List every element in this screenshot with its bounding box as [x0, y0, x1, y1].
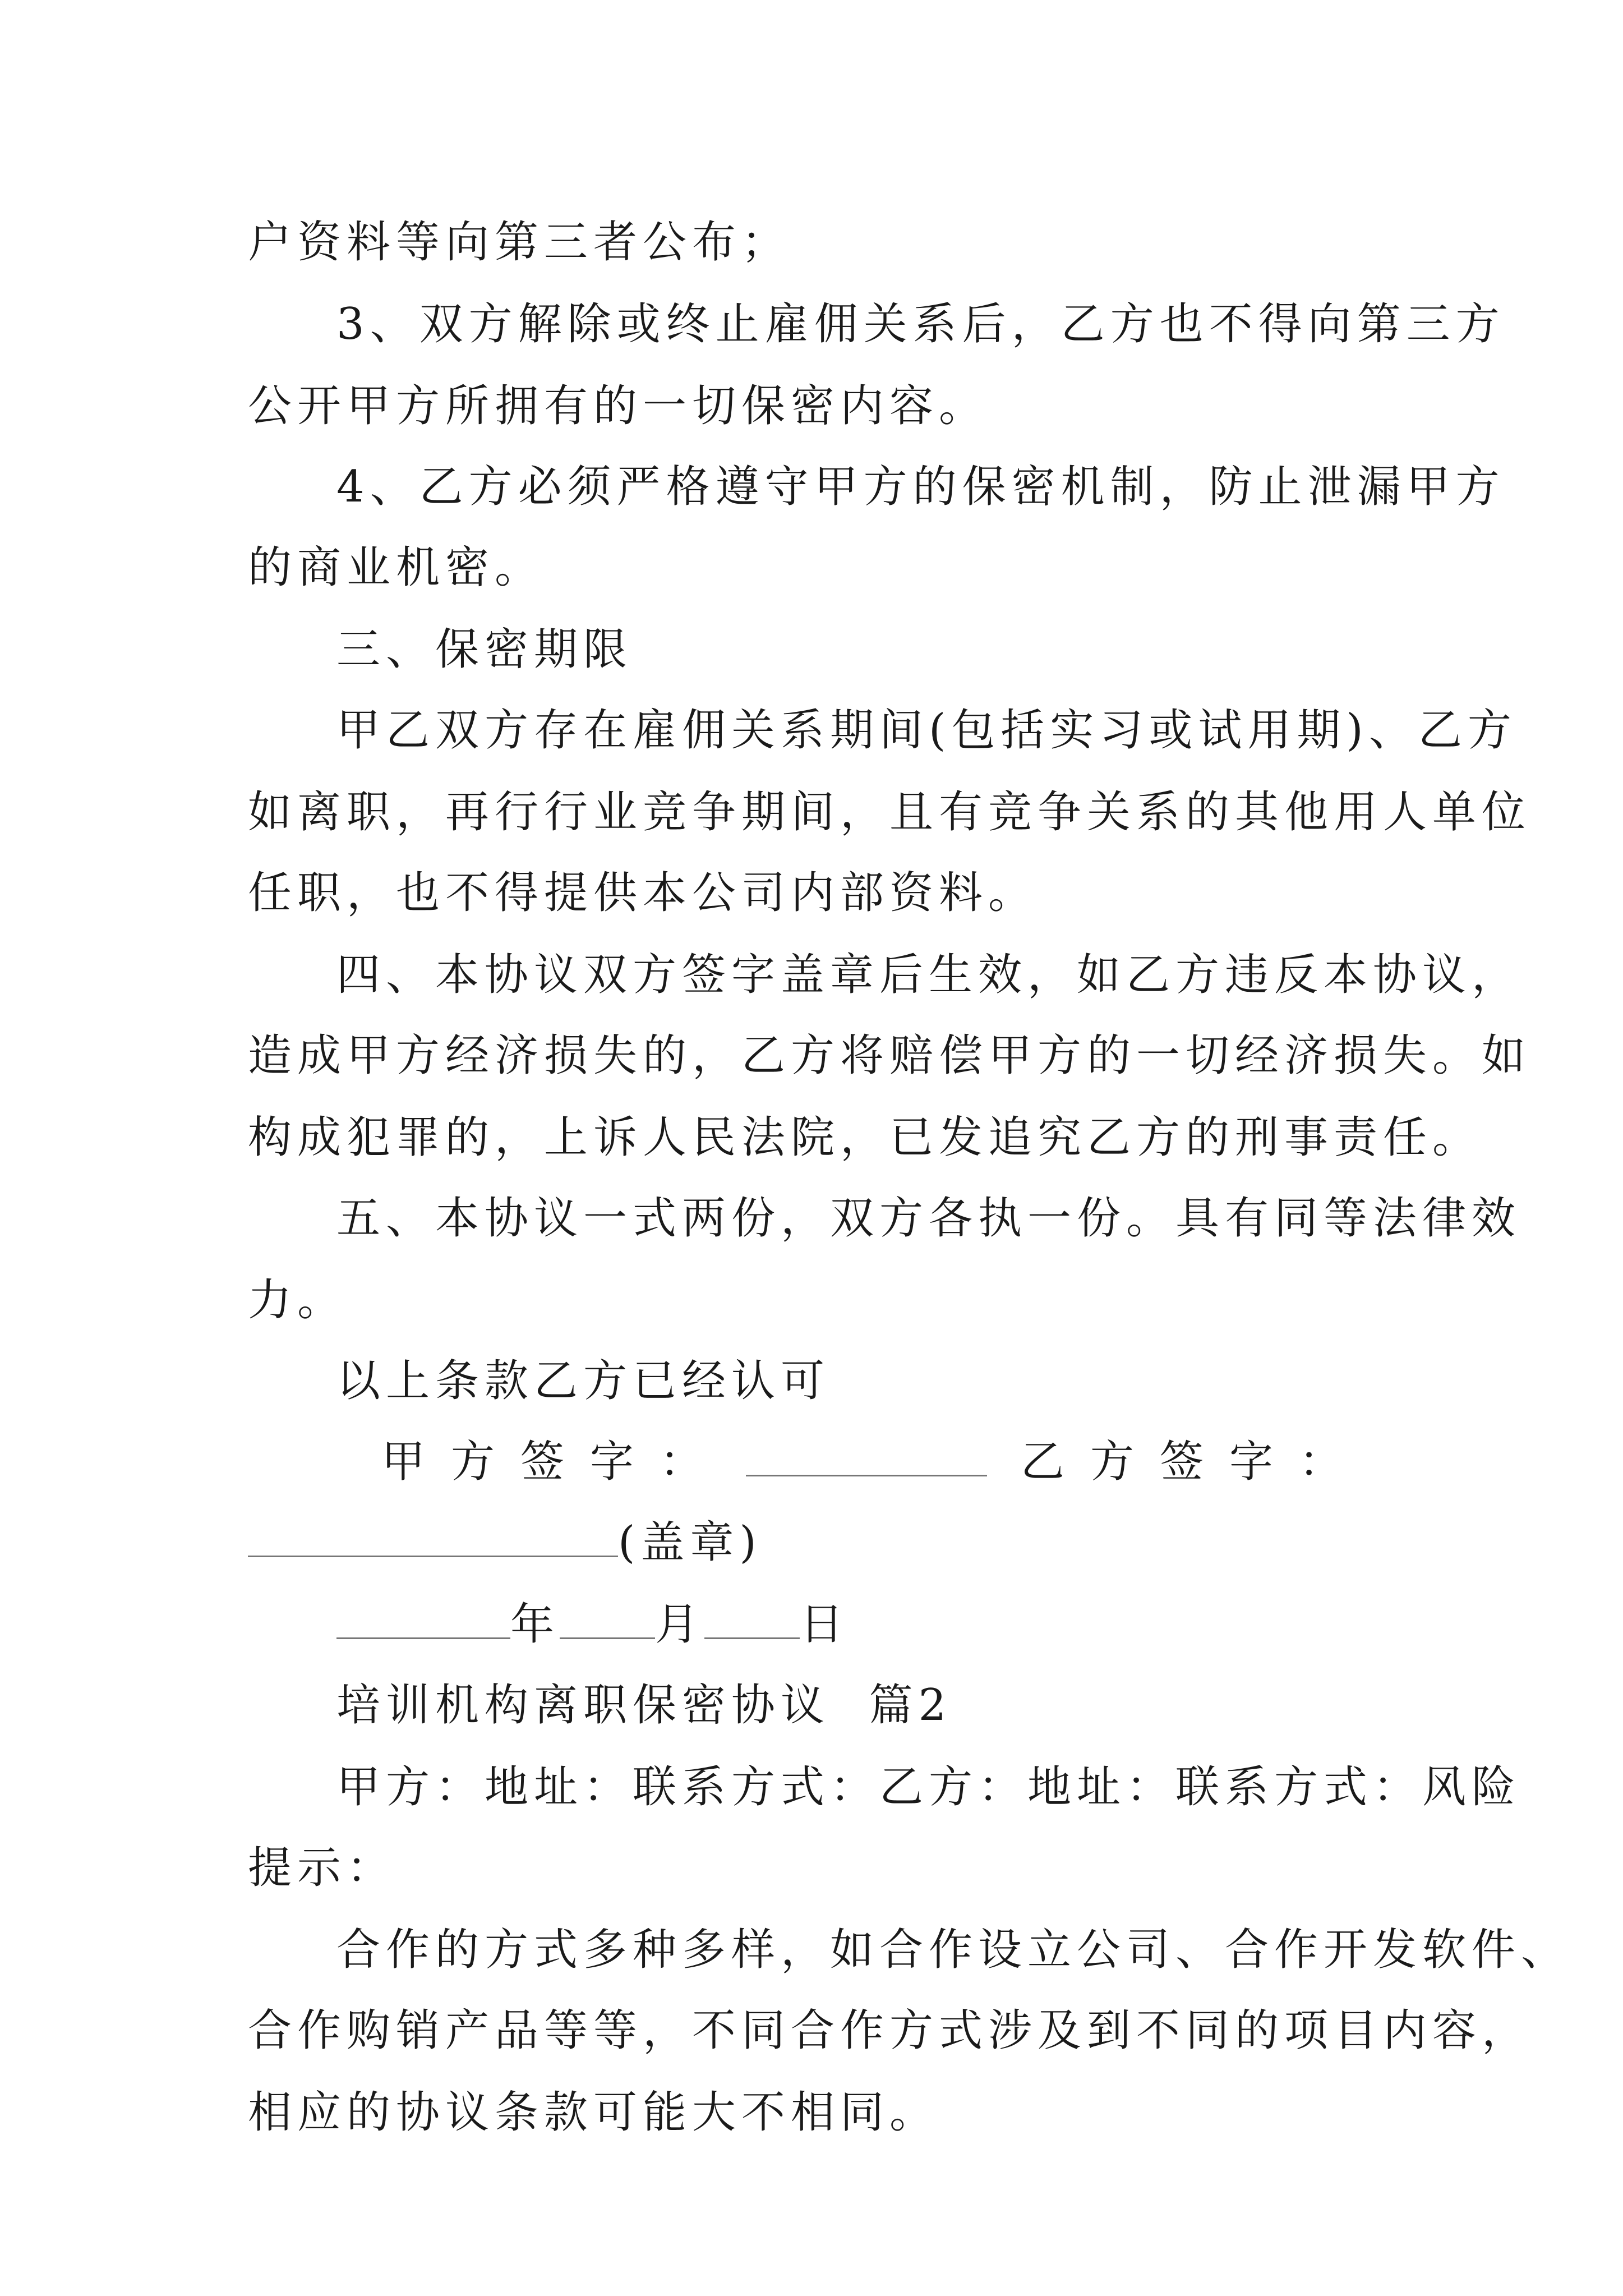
section-2-title: 培训机构离职保密协议 篇2: [336, 1680, 952, 1731]
year-label: 年: [510, 1599, 560, 1650]
section-2-body-line-1: 合作的方式多种多样，如合作设立公司、合作开发软件、: [336, 1925, 1571, 1975]
period-line-3: 任职，也不得提供本公司内部资料。: [248, 868, 1038, 918]
text-line: 户资料等向第三者公布；: [248, 217, 791, 268]
clause-four-line-3: 构成犯罪的，上诉人民法院，已发追究乙方的刑事责任。: [248, 1112, 1482, 1163]
clause-five-line-1: 五、本协议一式两份，双方各执一份。具有同等法律效: [336, 1193, 1521, 1244]
acknowledgement-line: 以上条款乙方已经认可: [336, 1356, 831, 1406]
party-a-signature-blank[interactable]: [746, 1435, 987, 1476]
signature-row: [381, 1434, 1368, 1490]
party-b-signature-blank[interactable]: [248, 1516, 618, 1557]
section-2-parties-line-2: 提示：: [248, 1843, 396, 1893]
day-label: 日: [800, 1599, 850, 1650]
clause-3-line-2: 公开甲方所拥有的一切保密内容。: [248, 381, 989, 431]
month-blank[interactable]: [560, 1598, 655, 1639]
clause-4-line-1: 4、乙方必须严格遵守甲方的保密机制，防止泄漏甲方: [336, 462, 1505, 512]
party-b-signature-label: 乙方签字：: [1020, 1437, 1368, 1487]
section-2-body-line-3: 相应的协议条款可能大不相同。: [248, 2087, 939, 2138]
party-a-signature-label: 甲方签字：: [381, 1437, 730, 1487]
month-label: 月: [655, 1599, 705, 1650]
clause-3-line-1: 3、双方解除或终止雇佣关系后，乙方也不得向第三方: [336, 299, 1505, 349]
period-line-1: 甲乙双方存在雇佣关系期间(包括实习或试用期)、乙方: [336, 705, 1517, 756]
clause-four-line-1: 四、本协议双方签字盖章后生效，如乙方违反本协议，: [336, 950, 1521, 1000]
seal-row: [248, 1515, 1392, 1571]
clause-five-line-2: 力。: [248, 1275, 347, 1326]
date-row: [336, 1596, 1392, 1653]
seal-label: (盖章): [618, 1517, 762, 1568]
day-blank[interactable]: [704, 1598, 800, 1639]
year-blank[interactable]: [336, 1598, 510, 1639]
clause-four-line-2: 造成甲方经济损失的，乙方将赔偿甲方的一切经济损失。如: [248, 1030, 1532, 1081]
period-line-2: 如离职，再行行业竞争期间，且有竞争关系的其他用人单位: [248, 787, 1532, 838]
clause-4-line-2: 的商业机密。: [248, 542, 545, 593]
section-2-parties-line-1: 甲方：地址：联系方式：乙方：地址：联系方式：风险: [336, 1762, 1521, 1812]
section-heading-confidentiality-period: 三、保密期限: [336, 624, 633, 675]
section-2-body-line-2: 合作购销产品等等，不同合作方式涉及到不同的项目内容，: [248, 2005, 1532, 2056]
